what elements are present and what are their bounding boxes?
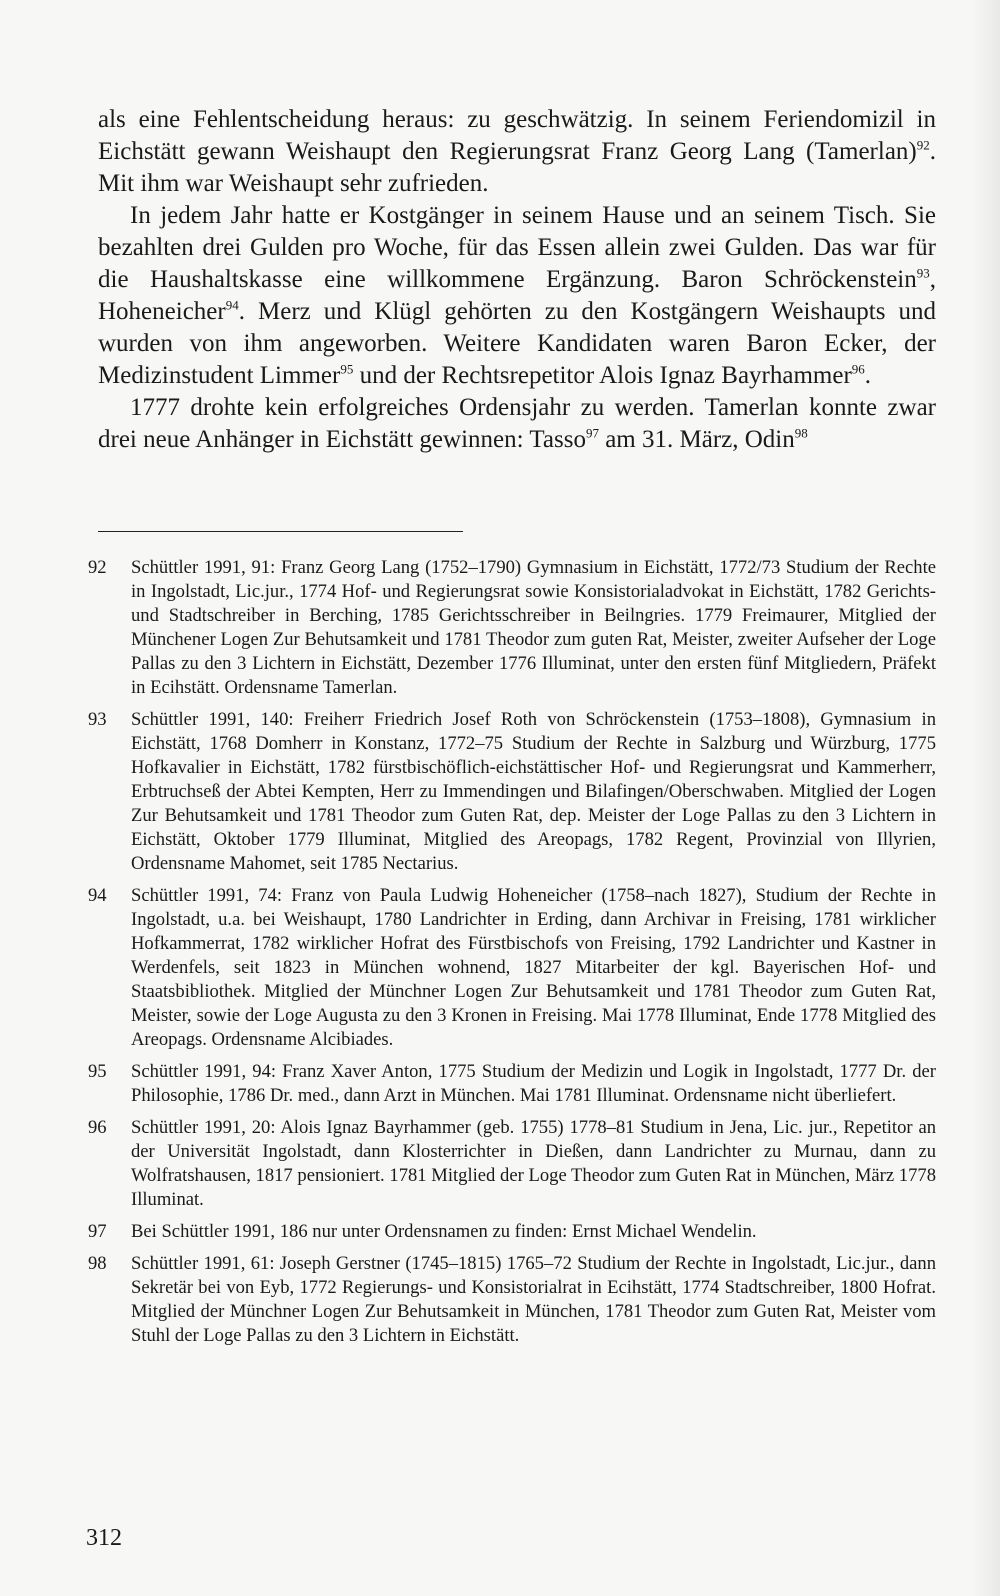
footnote-ref-93: 93 bbox=[916, 265, 930, 281]
page-edge-shadow bbox=[972, 0, 1000, 1596]
footnote-number: 96 bbox=[88, 1117, 107, 1138]
footnote-ref-98: 98 bbox=[794, 425, 808, 441]
footnote bbox=[88, 1060, 936, 1108]
footnote-number: 94 bbox=[88, 885, 107, 906]
footnote-text: Schüttler 1991, 61: Joseph Gerstner (1745–1815) 1765–72 Studium der Rechte in Ingolstadt, Lic.jur., dann Sekretär bei von Eyb, 1772 Regierungs- und Konsistorialrat in Ecihstätt, 1774 Stadtschreiber, 1800 Hofrat. Mitglied der Münchner Logen Zur Behutsamkeit in München, 1781 Theodor zum Guten Rat, Meister vom Stuhl der Loge Pallas zu den 3 Lichtern in Eichstätt. bbox=[131, 1253, 936, 1346]
footnote-number: 98 bbox=[88, 1253, 107, 1274]
footnote-text: Schüttler 1991, 140: Freiherr Friedrich Josef Roth von Schröckenstein (1753–1808), Gymnasium in Eichstätt, 1768 Domherr in Konstanz, 1772–75 Studium der Rechte in Salzburg und Würzburg, 1775 Hofkavalier in Eichstätt, 1782 fürstbischöflich-eichstättischer Hof- und Regierungsrat und Kammerherr, Erbtruchseß der Abtei Kempten, Herr zu Immendingen und Bilafingen/Oberschwaben. Mitglied der Logen Zur Behutsamkeit und 1781 Theodor zum Guten Rat, dep. Meister der Loge Pallas zu den 3 Lichtern in Eichstätt, Oktober 1779 Illuminat, Mitglied des Areopags, 1782 Regent, Provinzial von Illyrien, Ordensname Mahomet, seit 1785 Nectarius. bbox=[131, 709, 936, 874]
footnote bbox=[88, 1252, 936, 1348]
footnote-ref-95: 95 bbox=[340, 361, 354, 377]
footnote bbox=[88, 556, 936, 700]
footnote-text: Schüttler 1991, 20: Alois Ignaz Bayrhammer (geb. 1755) 1778–81 Studium in Jena, Lic. jur., Repetitor an der Universität Ingolstadt, dann Klosterrichter in Dießen, dann Landrichter zu Murnau, dann zu Wolfratshausen, 1817 pensioniert. 1781 Mitglied der Loge Theodor zum Guten Rat in München, März 1778 Illuminat. bbox=[131, 1117, 936, 1210]
footnote-ref-94: 94 bbox=[225, 297, 239, 313]
footnote-number: 95 bbox=[88, 1061, 107, 1082]
paragraph-3: 1777 drohte kein erfolgreiches Ordensjahr zu werden. Tamerlan konnte zwar drei neue Anhänger in Eichstätt gewinnen: Tasso$^{97}$ am 31. März, Odin$^{98}$ bbox=[98, 394, 936, 453]
paragraph-2: In jedem Jahr hatte er Kostgänger in seinem Hause und an seinem Tisch. Sie bezahlten drei Gulden pro Woche, für das Essen allein zwei Gulden. Das war für die Haushaltskasse eine willkommene Ergänzung. Baron Schröckenstein$^{93}$, Hoheneicher$^{94}$. Merz und Klügl gehörten zu den Kostgängern Weishaupts und wurden von ihm angeworben. Weitere Kandidaten waren Baron Ecker, der Medizinstudent Limmer$^{95}$ und der Rechtsrepetitor Alois Ignaz Bayrhammer$^{96}$. bbox=[98, 202, 936, 389]
footnote-ref-96: 96 bbox=[851, 361, 865, 377]
page-number: 312 bbox=[86, 1525, 122, 1551]
footnote-ref-92: 92 bbox=[916, 137, 930, 153]
footnote-text: Schüttler 1991, 74: Franz von Paula Ludwig Hoheneicher (1758–nach 1827), Studium der Rechte in Ingolstadt, u.a. bei Weishaupt, 1780 Landrichter in Erding, dann Archivar in Freising, 1781 wirklicher Hofkammerrat, 1782 wirklicher Hofrat des Fürstbischofs von Freising, 1792 Landrichter und Kastner in Werdenfels, seit 1823 in München wohnend, 1827 Mitarbeiter der kgl. Bayerischen Hof- und Staatsbibliothek. Mitglied der Münchner Logen Zur Behutsamkeit und 1781 Theodor zum Guten Rat, Meister, sowie der Loge Augusta zu den 3 Kronen in Freising. Mai 1778 Illuminat, Ende 1778 Mitglied des Areopags. Ordensname Alcibiades. bbox=[131, 885, 936, 1050]
footnote-ref-97: 97 bbox=[585, 425, 599, 441]
footnote-number: 93 bbox=[88, 709, 107, 730]
footnote bbox=[88, 884, 936, 1052]
footnote-text: Bei Schüttler 1991, 186 nur unter Ordensnamen zu finden: Ernst Michael Wendelin. bbox=[131, 1221, 757, 1242]
footnote-number: 92 bbox=[88, 557, 107, 578]
footnote-text: Schüttler 1991, 91: Franz Georg Lang (1752–1790) Gymnasium in Eichstätt, 1772/73 Studium der Rechte in Ingolstadt, Lic.jur., 1774 Hof- und Regierungsrat sowie Konsistorialadvokat in Eichstätt, 1782 Gerichts- und Stadtschreiber in Berching, 1785 Gerichtsschreiber in Beilngries. 1779 Freimaurer, Mitglied der Münchener Logen Zur Behutsamkeit und 1781 Theodor zum guten Rat, Meister, zweiter Aufseher der Loge Pallas zu den 3 Lichtern in Eichstätt, Dezember 1776 Illuminat, unter den ersten fünf Mitgliedern, Präfekt in Ecihstätt. Ordensname Tamerlan. bbox=[131, 557, 936, 698]
footnote bbox=[88, 1116, 936, 1212]
footnotes bbox=[88, 556, 936, 1356]
footnote-separator bbox=[98, 531, 463, 532]
footnote-number: 97 bbox=[88, 1221, 107, 1242]
footnote-text: Schüttler 1991, 94: Franz Xaver Anton, 1775 Studium der Medizin und Logik in Ingolstadt, 1777 Dr. der Philosophie, 1786 Dr. med., dann Arzt in München. Mai 1781 Illuminat. Ordensname nicht überliefert. bbox=[131, 1061, 936, 1106]
main-text bbox=[98, 104, 936, 456]
footnote bbox=[88, 708, 936, 876]
paragraph-1: als eine Fehlentscheidung heraus: zu geschwätzig. In seinem Feriendomizil in Eichstätt gewann Weishaupt den Regierungsrat Franz Georg Lang (Tamerlan)$^{92}$. Mit ihm war Weishaupt sehr zufrieden. bbox=[98, 106, 936, 197]
footnote bbox=[88, 1220, 936, 1244]
